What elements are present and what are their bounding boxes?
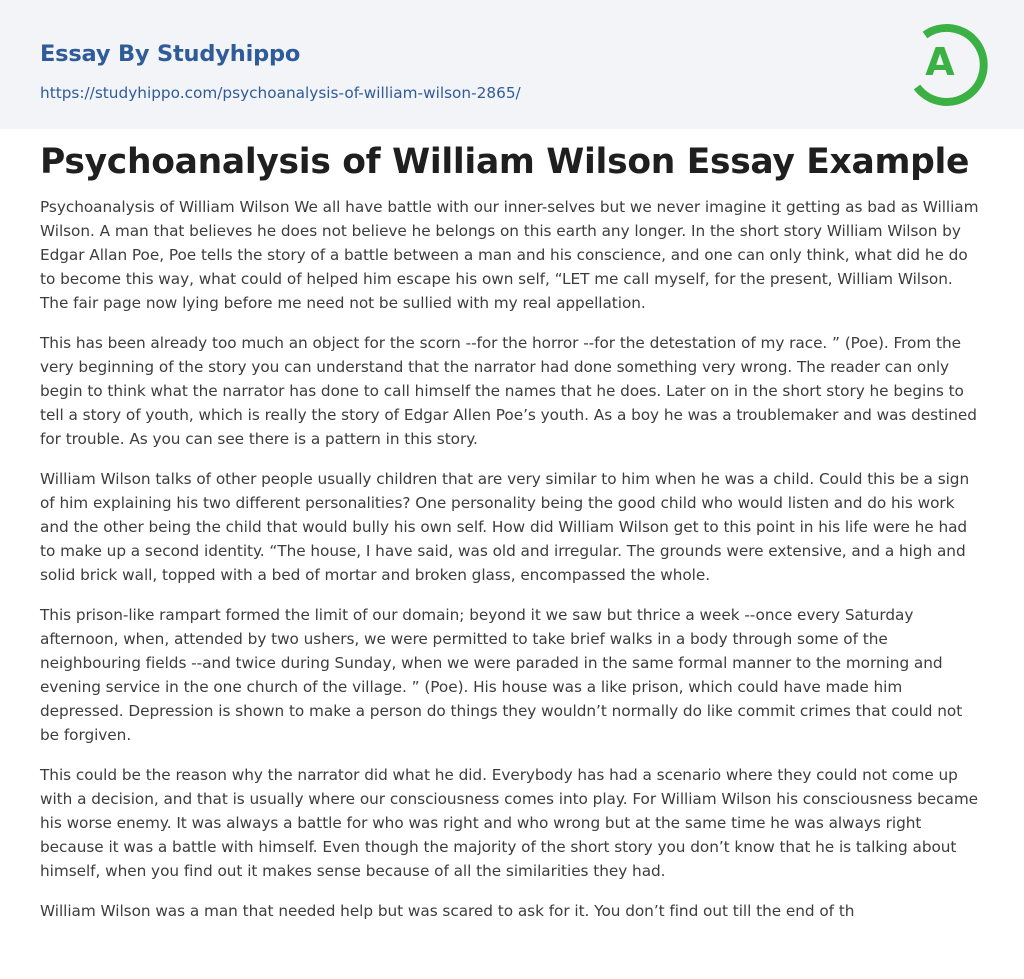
essay-paragraph: William Wilson was a man that needed help but was scared to ask for it. You don’t find out till the end of th — [40, 902, 855, 920]
studyhippo-logo-icon[interactable] — [907, 17, 993, 107]
essay-paragraph: William Wilson talks of other people usually children that are very similar to him when he was a child. Could this be a sign of him explaining his two different personalities? One personality being the good child who would listen and do his work and the other being the child that would bully his own self. How did William Wilson get to this point in his life were he had to make up a second identity. “The house, I have said, was old and irregular. The grounds were extensive, and a high and solid brick wall, topped with a bed of mortar and broken glass, encompassed the whole. — [40, 470, 970, 584]
essay-paragraph: This has been already too much an object for the scorn --for the horror --for the detestation of my race. ” (Poe). From the very beginning of the story you can understand that the narrator had done something very wrong. The reader can only begin to think what the narrator has done to call himself the names that he does. Later on in the short story he begins to tell a story of youth, which is really the story of Edgar Allen Poe’s youth. As a boy he was a troublemaker and was destined for trouble. As you can see there is a pattern in this story. — [40, 334, 977, 448]
site-header — [0, 0, 1024, 129]
page-url-link[interactable]: https://studyhippo.com/psychoanalysis-of-william-wilson-2865/ — [40, 84, 521, 102]
essay-paragraph: This could be the reason why the narrator did what he did. Everybody has had a scenario where they could not come up with a decision, and that is usually where our consciousness comes into play. For William Wilson his consciousness became his worse enemy. It was always a battle for who was right and who wrong but at the same time he was always right because it was a battle with himself. Even though the majority of the short story you don’t know that he is talking about himself, when you find out it makes sense because of all the similarities they had. — [40, 766, 979, 880]
logo-letter: A — [925, 40, 955, 84]
essay-body — [40, 195, 984, 939]
page-title: Psychoanalysis of William Wilson Essay Example — [40, 142, 970, 182]
essay-paragraph: This prison-like rampart formed the limit of our domain; beyond it we saw but thrice a week --once every Saturday afternoon, when, attended by two ushers, we were permitted to take brief walks in a body through some of the neighbouring fields --and twice during Sunday, when we were paraded in the same formal manner to the morning and evening service in the one church of the village. ” (Poe). His house was a like prison, which could have made him depressed. Depression is shown to make a person do things they wouldn’t normally do like commit crimes that could not be forgiven. — [40, 606, 963, 744]
essay-paragraph: Psychoanalysis of William Wilson We all have battle with our inner-selves but we never imagine it getting as bad as William Wilson. A man that believes he does not believe he belongs on this earth any longer. In the short story William Wilson by Edgar Allan Poe, Poe tells the story of a battle between a man and his conscience, and one can only think, what did he do to become this way, what could of helped him escape his own self, “LET me call myself, for the present, William Wilson. The fair page now lying before me need not be sullied with my real appellation. — [40, 198, 979, 312]
site-brand[interactable]: Essay By Studyhippo — [40, 41, 301, 67]
